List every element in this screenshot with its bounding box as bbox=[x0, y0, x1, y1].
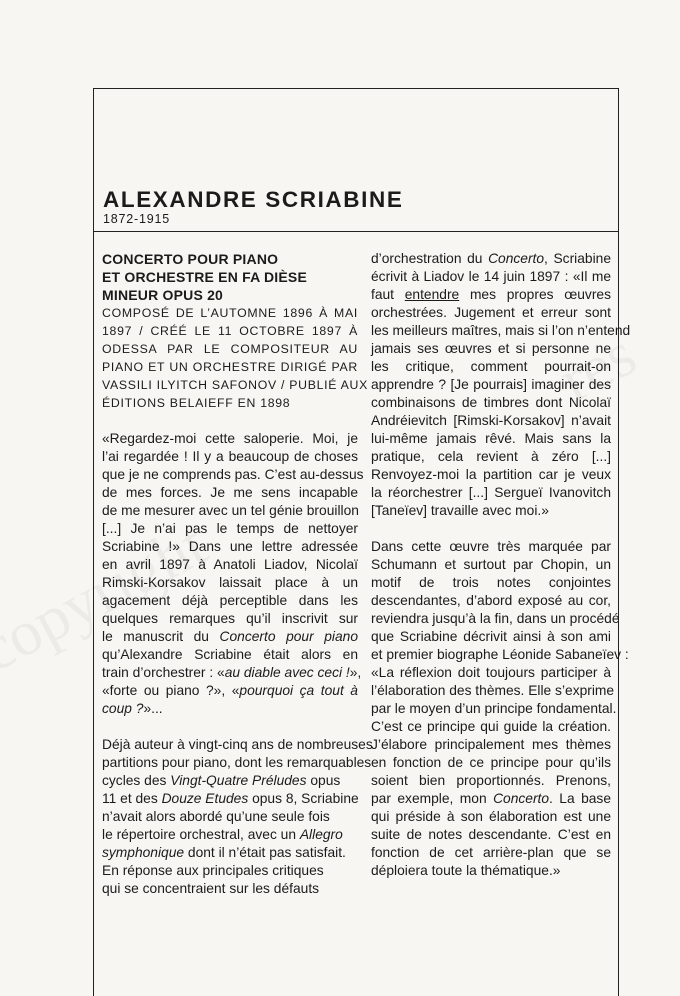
text-line: En réponse aux principales critiques bbox=[102, 863, 324, 878]
text-line: le manuscrit du Concerto pour piano bbox=[102, 629, 358, 644]
text-line: que je ne comprends pas. C’est au-dessus bbox=[102, 467, 364, 482]
text-line: VASSILI ILYITCH SAFONOV / PUBLIÉ AUX bbox=[102, 378, 368, 392]
text-line: MINEUR OPUS 20 bbox=[102, 287, 224, 303]
text-line: de mes forces. Je me sens incapable bbox=[102, 485, 358, 500]
text-line: C’est ce principe qui guide la création. bbox=[371, 719, 611, 734]
left-column bbox=[102, 250, 373, 898]
text-line: «forte ou piano ?», «pourquoi ça tout à bbox=[102, 683, 358, 698]
composer-name: ALEXANDRE SCRIABINE bbox=[103, 187, 404, 212]
text-line: «Regardez-moi cette saloperie. Moi, je bbox=[102, 431, 358, 446]
text-line: les meilleurs maîtres, mais si l’on n’entend bbox=[371, 323, 631, 338]
text-line: écrivit à Liadov le 14 juin 1897 : «Il me bbox=[371, 269, 611, 284]
text-line: pratique, cela revient à zéro [...] bbox=[371, 449, 611, 464]
text-line: par le moyen d’un principe fondamental. bbox=[371, 701, 617, 716]
text-line: de me mesurer avec un tel génie brouillon bbox=[102, 503, 359, 518]
text-line: qui se concentraient sur les défauts bbox=[102, 881, 320, 896]
text-line: Andréievitch [Rimski-Korsakov] n’avait bbox=[371, 413, 611, 428]
text-line: apprendre ? [Je pourrais] imaginer des bbox=[371, 377, 611, 392]
paragraph bbox=[371, 538, 629, 880]
paragraph bbox=[371, 250, 631, 520]
work-title bbox=[102, 250, 358, 304]
text-line: symphonique dont il n’était pas satisfait. bbox=[102, 845, 346, 860]
text-line: motif de trois notes conjointes bbox=[371, 575, 611, 590]
text-line: coup ?»... bbox=[102, 701, 163, 716]
text-line: par exemple, mon Concerto. La base bbox=[371, 791, 612, 806]
text-line: partitions pour piano, dont les remarquables bbox=[102, 755, 372, 770]
text-line: qui préside à son élaboration est une bbox=[371, 809, 611, 824]
paragraph bbox=[102, 430, 364, 718]
text-line: suite de notes descendante. C’est en bbox=[371, 827, 611, 842]
text-line: lui-même jamais rêvé. Mais sans la bbox=[371, 431, 611, 446]
text-line: et premier biographe Léonide Sabaneïev : bbox=[371, 647, 629, 662]
text-line: les critique, comment pourrait-on bbox=[371, 359, 611, 374]
text-line: reviendra jusqu’à la fin, dans un procédé bbox=[371, 611, 620, 626]
text-line: jamais ses œuvres et si personne ne bbox=[371, 341, 611, 356]
text-line: ET ORCHESTRE EN FA DIÈSE bbox=[102, 269, 307, 285]
text-line: «La réflexion doit toujours participer à bbox=[371, 665, 611, 680]
text-line: cycles des Vingt-Quatre Préludes opus bbox=[102, 773, 341, 788]
text-line: d’orchestration du Concerto, Scriabine bbox=[371, 251, 612, 266]
text-line: combinaisons de timbres dont Nicolaï bbox=[371, 395, 611, 410]
text-line: Schumann et surtout par Chopin, un bbox=[371, 557, 611, 572]
text-line: Scriabine !» Dans une lettre adressée bbox=[102, 539, 358, 554]
text-line: CONCERTO POUR PIANO bbox=[102, 251, 279, 267]
text-line: 11 et des Douze Etudes opus 8, Scriabine bbox=[102, 791, 359, 806]
text-line: fonction de cet arrière-plan que se bbox=[371, 845, 611, 860]
text-line: agacement déjà perceptible dans les bbox=[102, 593, 358, 608]
text-line: que Scriabine décrivit ainsi à son ami bbox=[371, 629, 611, 644]
text-line: descendantes, d’abord exposé au cor, bbox=[371, 593, 611, 608]
header-rule bbox=[93, 231, 619, 232]
text-line: Rimski-Korsakov laissait place à un bbox=[102, 575, 358, 590]
right-column bbox=[371, 250, 631, 880]
text-line: déploiera toute la thématique.» bbox=[371, 863, 561, 878]
text-line: quelques remarques qu’il inscrivit sur bbox=[102, 611, 358, 626]
text-line: ODESSA PAR LE COMPOSITEUR AU bbox=[102, 342, 358, 356]
text-line: J’élabore principalement mes thèmes bbox=[371, 737, 611, 752]
text-line: Déjà auteur à vingt-cinq ans de nombreuses bbox=[102, 737, 373, 752]
text-line: en fonction de ce principe pour qu’ils bbox=[371, 755, 611, 770]
paragraph bbox=[102, 736, 373, 898]
work-details bbox=[102, 304, 368, 412]
text-line: n’avait alors abordé qu’une seule fois bbox=[102, 809, 330, 824]
text-line: [...] Je n’ai pas le temps de nettoyer bbox=[102, 521, 358, 536]
text-line: la réorchestrer [...] Sergueï Ivanovitch bbox=[371, 485, 611, 500]
text-line: train d’orchestrer : «au diable avec ceci !», bbox=[102, 665, 362, 680]
text-line: faut entendre mes propres œuvres bbox=[371, 287, 611, 302]
text-line: Dans cette œuvre très marquée par bbox=[371, 539, 611, 554]
text-line: COMPOSÉ DE L’AUTOMNE 1896 À MAI bbox=[102, 306, 358, 320]
text-line: [Taneïev] travaille avec moi.» bbox=[371, 503, 549, 518]
text-line: qu’Alexandre Scriabine était alors en bbox=[102, 647, 358, 662]
text-line: l’élaboration des thèmes. Elle s’exprime bbox=[371, 683, 615, 698]
text-line: 1897 / CRÉÉ LE 11 OCTOBRE 1897 À bbox=[102, 324, 358, 338]
text-line: Renvoyez-moi la partition car je veux bbox=[371, 467, 611, 482]
composer-dates: 1872-1915 bbox=[103, 212, 170, 226]
text-line: PIANO ET UN ORCHESTRE DIRIGÉ PAR bbox=[102, 360, 358, 374]
text-line: orchestrées. Jugement et erreur sont bbox=[371, 305, 611, 320]
text-line: en avril 1897 à Anatoli Liadov, Nicolaï bbox=[102, 557, 358, 572]
text-line: soient bien proportionnés. Prenons, bbox=[371, 773, 611, 788]
text-line: l’ai regardée ! Il y a beaucoup de choses bbox=[102, 449, 358, 464]
text-line: ÉDITIONS BELAIEFF EN 1898 bbox=[102, 396, 291, 410]
text-line: le répertoire orchestral, avec un Allegro bbox=[102, 827, 343, 842]
